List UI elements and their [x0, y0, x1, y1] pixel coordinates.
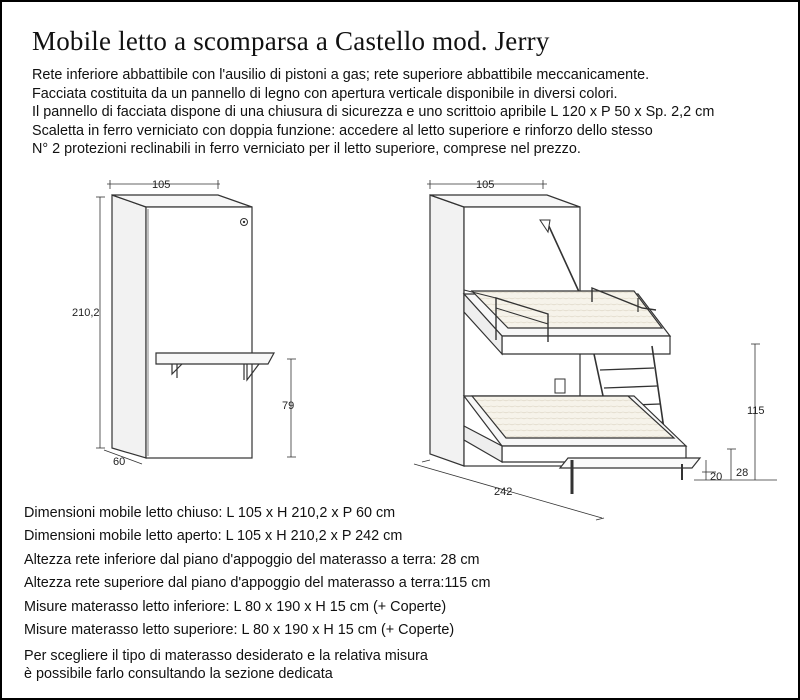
- cabinet-side: [112, 195, 146, 458]
- lock-core: [243, 221, 245, 223]
- spec-line: Misure materasso letto superiore: L 80 x 190 x H 15 cm (+ Coperte): [24, 622, 455, 639]
- description-line: Il pannello di facciata dispone di una chiusura di sicurezza e uno scrittoio apribile L 120 x P 50 x Sp. 2,2 cm: [32, 104, 715, 121]
- open-bunk-bed: [430, 195, 700, 494]
- cabinet-front-panel: [146, 207, 252, 458]
- desk-shelf: [156, 353, 274, 364]
- page-title: Mobile letto a scomparsa a Castello mod. Jerry: [32, 26, 550, 56]
- description-line: Rete inferiore abbattibile con l'ausilio di pistoni a gas; rete superiore abbattibile meccanicamente.: [32, 67, 650, 83]
- note-line: Per scegliere il tipo di materasso desiderato e la relativa misura: [24, 648, 428, 664]
- open-depth-label: 242: [494, 486, 513, 498]
- piston-base: [555, 379, 565, 393]
- description-line: N° 2 protezioni reclinabili in ferro verniciato per il letto superiore, comprese nel prezzo.: [32, 141, 581, 158]
- spec-line: Dimensioni mobile letto chiuso: L 105 x H 210,2 x P 60 cm: [24, 505, 396, 521]
- upper-height-label: 115: [747, 405, 765, 417]
- ladder-rung: [604, 386, 657, 388]
- lower-mattress: [472, 396, 674, 438]
- closed-cabinet: [112, 195, 274, 458]
- spec-line: Altezza rete superiore dal piano d'appoggio del materasso a terra:115 cm: [24, 575, 491, 592]
- spec-line: Dimensioni mobile letto aperto: L 105 x H 210,2 x P 242 cm: [24, 528, 403, 545]
- desk-height-label: 79: [282, 400, 295, 412]
- mattress-note: [24, 648, 428, 683]
- spec-line: Altezza rete inferiore dal piano d'appoggio del materasso a terra: 28 cm: [24, 551, 480, 568]
- description-line: Facciata costituita da un pannello di legno con apertura verticale disponibile in diversi colori.: [32, 85, 618, 102]
- spec-line: Misure materasso letto inferiore: L 80 x 190 x H 15 cm (+ Coperte): [24, 598, 447, 615]
- offset-label: 20: [710, 471, 723, 483]
- specs-list: [24, 502, 490, 642]
- upper-frame-front: [502, 336, 670, 354]
- open-cabinet-side: [430, 195, 464, 466]
- note-line: è possibile farlo consultando la sezione dedicata: [24, 665, 333, 682]
- open-width-label: 105: [476, 179, 495, 191]
- lower-height-label: 28: [736, 467, 749, 479]
- closed-width-label: 105: [152, 179, 171, 191]
- ladder-rung: [600, 368, 654, 370]
- closed-depth-label: 60: [113, 456, 126, 468]
- closed-height-label: 210,2: [72, 307, 100, 319]
- lower-frame-rail: [560, 458, 700, 468]
- description-line: Scaletta in ferro verniciato con doppia funzione: accedere al letto superiore e rinforzo dello stesso: [32, 122, 653, 139]
